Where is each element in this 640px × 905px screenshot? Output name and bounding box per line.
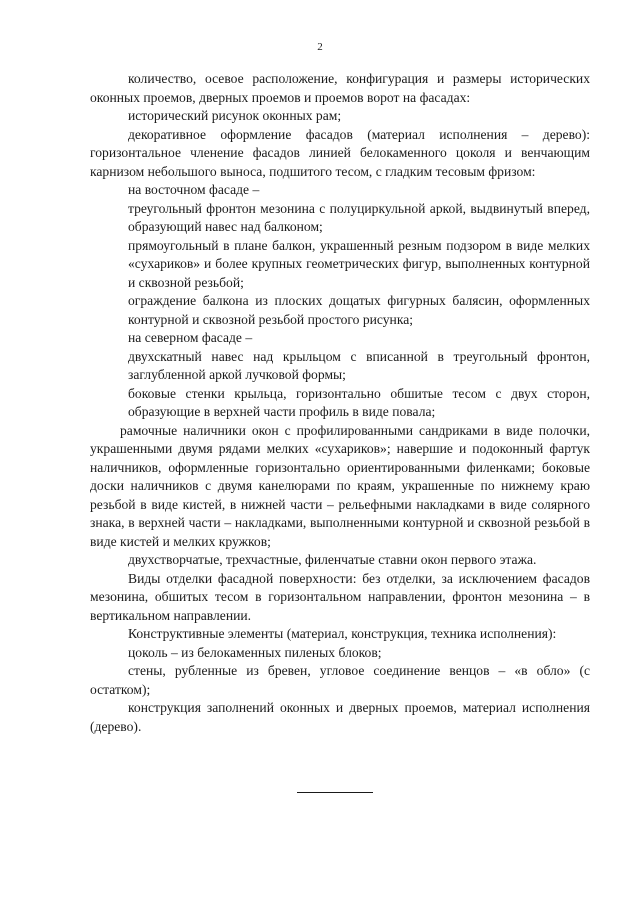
paragraph: ограждение балкона из плоских дощатых фигурных балясин, оформленных контурной и сквозной резьбой простого рисунка; bbox=[128, 293, 590, 327]
paragraph: исторический рисунок оконных рам; bbox=[128, 108, 342, 123]
paragraph: стены, рубленные из бревен, угловое соединение венцов – «в обло» (с остатком); bbox=[90, 663, 590, 697]
paragraph: на восточном фасаде – bbox=[128, 182, 260, 197]
paragraph: треугольный фронтон мезонина с полуциркульной аркой, выдвинутый вперед, образующий навес над балконом; bbox=[128, 200, 590, 234]
document-body bbox=[90, 70, 590, 736]
paragraph: конструкция заполнений оконных и дверных проемов, материал исполнения (дерево). bbox=[90, 700, 590, 734]
paragraph: прямоугольный в плане балкон, украшенный резным подзором в виде мелких «сухариков» и более крупных геометрических фигур, выполненных контурной и сквозной резьбой; bbox=[128, 237, 590, 290]
paragraph: декоративное оформление фасадов (материал исполнения – дерево): горизонтальное членение фасадов линией белокаменного цоколя и венчающим карнизом небольшого выноса, подшитого тесом, с гладким тесовым фризом: bbox=[90, 126, 590, 179]
paragraph: рамочные наличники окон с профилированными сандриками в виде полочки, украшенными двумя рядами мелких «сухариков»; навершие и подоконный фартук наличников, оформленные горизонтально ориентированными филенками; боковые доски наличников с двумя канелюрами по краям, украшенные по нижнему краю резьбой в виде кистей, в нижней части – рельефными накладками в виде солярного знака, в верхней части – накладками, выполненными контурной и сквозной резьбой в виде кистей и мелких кружков; bbox=[90, 422, 590, 549]
paragraph: Конструктивные элементы (материал, конструкция, техника исполнения): bbox=[128, 626, 557, 641]
paragraph: количество, осевое расположение, конфигурация и размеры исторических оконных проемов, дверных проемов и проемов ворот на фасадах: bbox=[90, 71, 590, 105]
page-number: 2 bbox=[317, 41, 323, 53]
paragraph: на северном фасаде – bbox=[128, 330, 253, 345]
paragraph: Виды отделки фасадной поверхности: без отделки, за исключением фасадов мезонина, обшитых тесом в горизонтальном направлении, фронтон мезонина – в вертикальном направлении. bbox=[90, 570, 590, 623]
paragraph: цоколь – из белокаменных пиленых блоков; bbox=[128, 644, 382, 660]
end-rule bbox=[297, 792, 373, 793]
paragraph: боковые стенки крыльца, горизонтально обшитые тесом с двух сторон, образующие в верхней части профиль в виде повала; bbox=[128, 385, 590, 419]
paragraph: двухстворчатые, трехчастные, филенчатые ставни окон первого этажа. bbox=[128, 552, 537, 567]
paragraph: двухскатный навес над крыльцом с вписанной в треугольный фронтон, заглубленной аркой лучковой формы; bbox=[128, 348, 590, 382]
